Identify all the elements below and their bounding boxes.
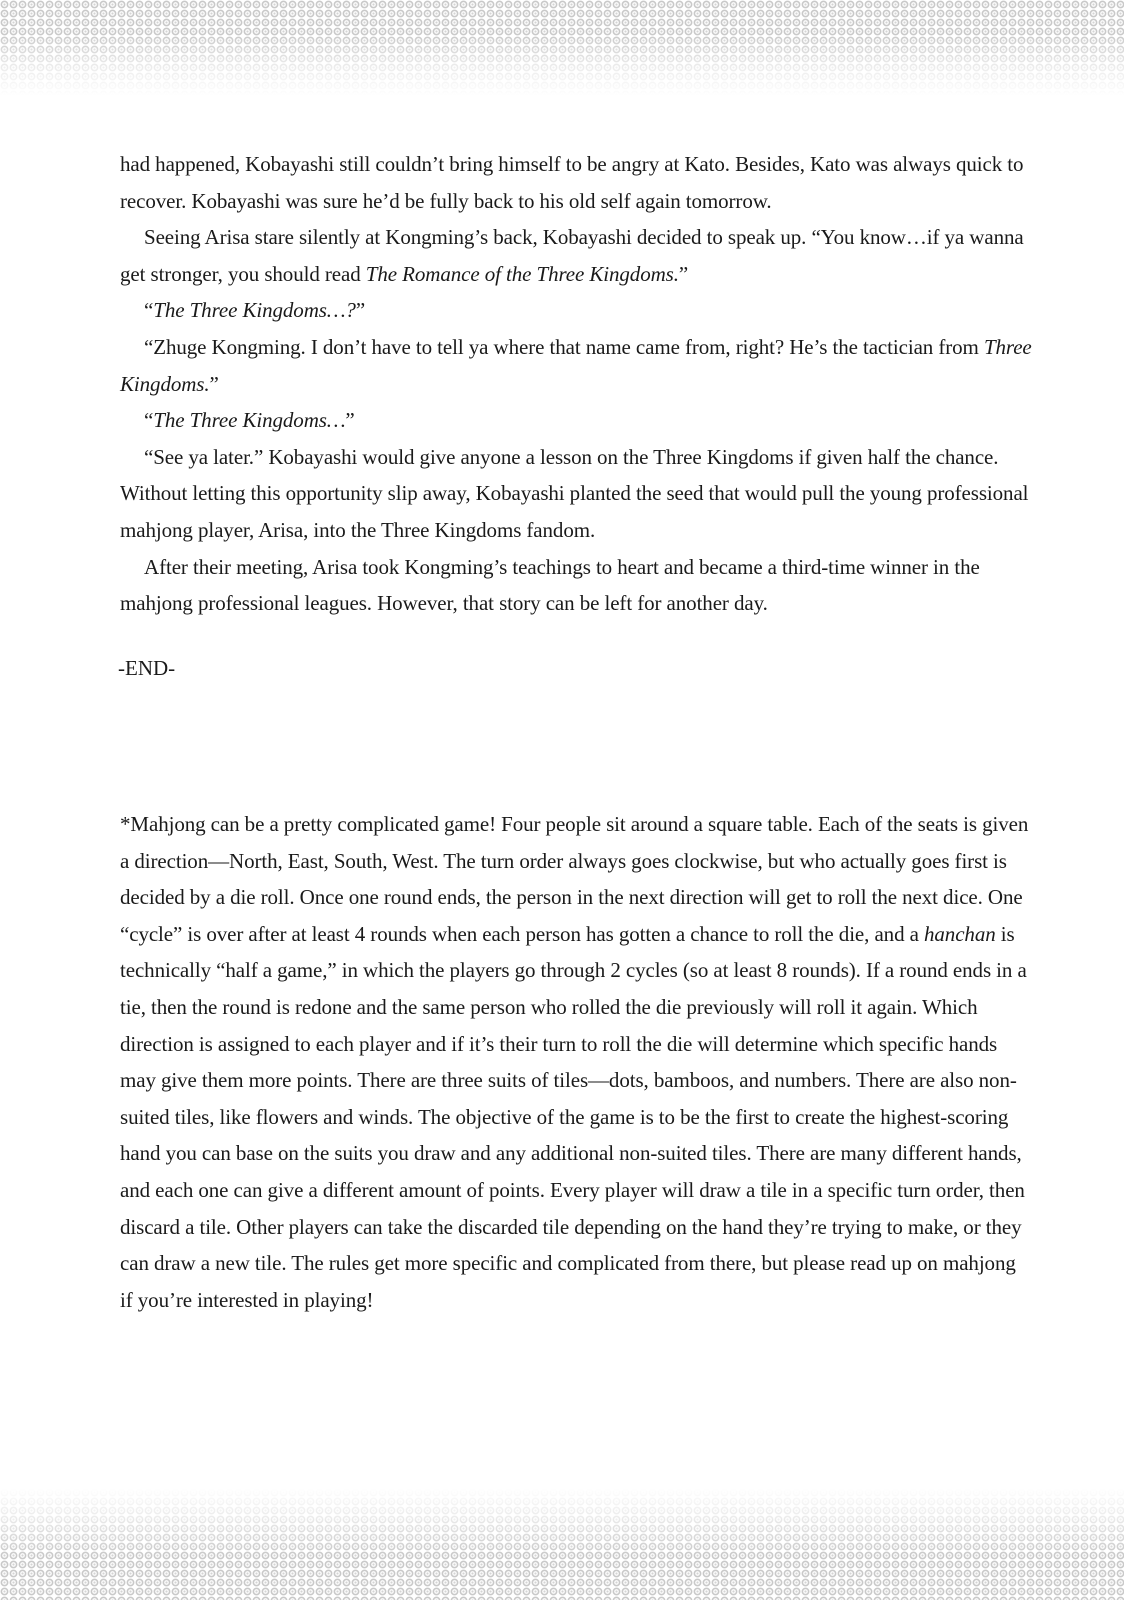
opening-quote: “ [144,408,154,433]
story-paragraph-7: After their meeting, Arisa took Kongming’s teachings to heart and became a third-time winner in the mahjong professional leagues. However, that story can be left for another day. [120,554,980,616]
footnote-paragraph [120,806,1030,1318]
footnote-text-start: *Mahjong can be a pretty complicated game! Four people sit around a square table. Each of the seats is given a direction—North, East, South, West. The turn order always goes clockwise, but who actually goes first is decided by a die roll. Once one round ends, the person in the next direction will get to roll the next dice. One “cycle” is over after at least 4 rounds when each person has gotten a chance to roll the die, and a [120,812,1029,946]
footnote [120,806,1030,1318]
paragraph-2-text: Seeing Arisa stare silently at Kongming’s back, Kobayashi decided to speak up. “You know…if ya wanna get stronger, you should read [120,225,1024,286]
story-paragraph-2 [120,219,1032,292]
bottom-decorative-pattern [0,1488,1124,1600]
opening-quote: “ [144,298,154,323]
story-paragraph-5 [120,402,1032,439]
end-marker: -END- [118,656,176,680]
closing-quote: ” [355,298,366,323]
top-decorative-pattern [0,0,1124,96]
story-text [120,146,1032,622]
book-title: The Three Kingdoms…? [153,298,356,323]
closing-quote: ” [678,261,689,286]
book-title: The Romance of the Three Kingdoms. [365,261,679,286]
story-paragraph-1: had happened, Kobayashi still couldn’t bring himself to be angry at Kato. Besides, Kato was always quick to recover. Kobayashi was sure he’d be fully back to his old self again tomorrow. [120,152,1024,213]
footnote-term: hanchan [924,921,996,946]
story-paragraph-4 [120,329,1032,402]
book-title: Three Kingdoms. [120,334,1032,396]
paragraph-4-text: “Zhuge Kongming. I don’t have to tell ya where that name came from, right? He’s the tactician from [144,334,984,359]
footnote-text-end: is technically “half a game,” in which the players go through 2 cycles (so at least 8 rounds). If a round ends in a tie, then the round is redone and the same person who rolled the die previously will roll it again. Which direction is assigned to each player and if it’s their turn to roll the die will determine which specific hands may give them more points. There are three suits of tiles—dots, bamboos, and numbers. There are also non-suited tiles, like flowers and winds. The objective of the game is to be the first to create the highest-scoring hand you can base on the suits you draw and any additional non-suited tiles. There are many different hands, and each one can give a different amount of points. Every player will draw a tile in a specific turn order, then discard a tile. Other players can take the discarded tile depending on the hand they’re trying to make, or they can draw a new tile. The rules get more specific and complicated from there, but please read up on mahjong if you’re interested in playing! [120,921,1027,1312]
story-paragraph-6: “See ya later.” Kobayashi would give anyone a lesson on the Three Kingdoms if given half the chance. Without letting this opportunity slip away, Kobayashi planted the seed that would pull the young professional mahjong player, Arisa, into the Three Kingdoms fandom. [120,444,1029,542]
closing-quote: ” [345,408,355,433]
book-title: The Three Kingdoms… [153,408,346,433]
closing-quote: ” [209,371,219,396]
story-paragraph-3 [120,292,1032,329]
